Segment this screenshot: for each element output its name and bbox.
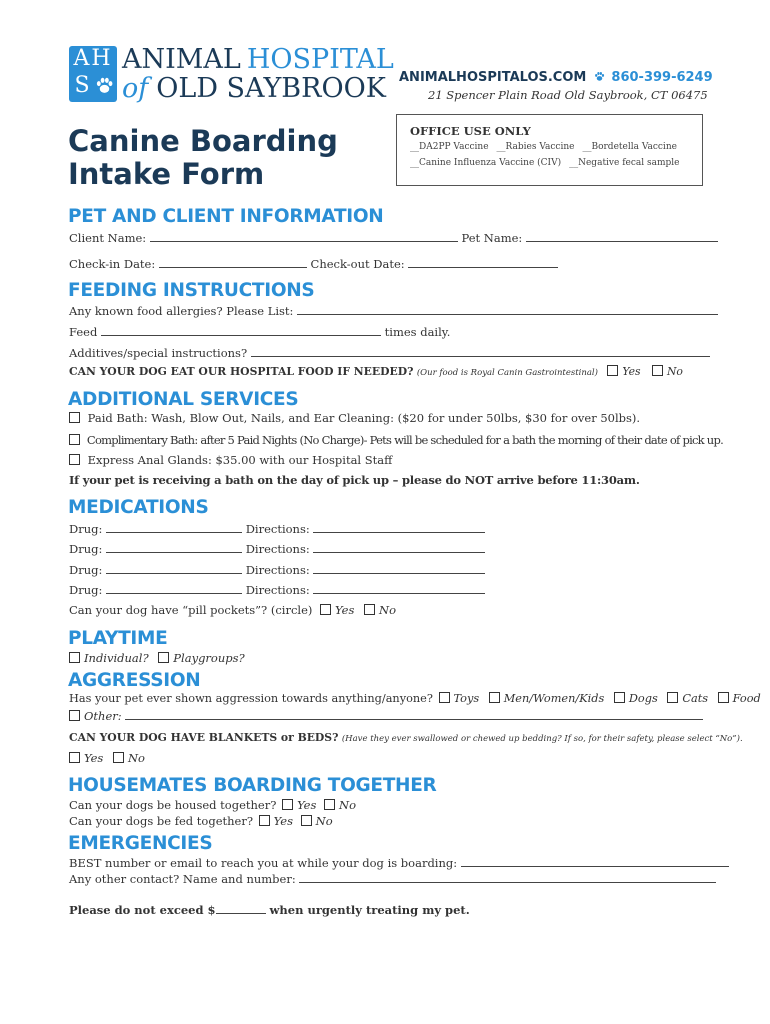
aggression-row: Has your pet ever shown aggression towards anything/anyone? Toys Men/Women/Kids Dogs Cats Food (69, 692, 761, 705)
fed-yes-checkbox[interactable] (259, 815, 270, 826)
comp-bath-checkbox[interactable] (69, 434, 80, 445)
section-playtime: PLAYTIME (68, 628, 168, 649)
cats-checkbox[interactable] (667, 692, 678, 703)
allergies-field[interactable] (297, 303, 718, 315)
pill-pockets-no-checkbox[interactable] (364, 604, 375, 615)
checkin-date-field[interactable] (159, 256, 307, 268)
blankets-options-row: Yes No (69, 751, 145, 765)
aggression-other-row: Other: (69, 708, 703, 723)
hospital-food-row: CAN YOUR DOG EAT OUR HOSPITAL FOOD IF NEEDED? (Our food is Royal Canin Gastrointestinal) Yes No (69, 365, 683, 378)
section-pet-client: PET AND CLIENT INFORMATION (68, 206, 384, 227)
section-feeding: FEEDING INSTRUCTIONS (68, 280, 315, 301)
blankets-no-checkbox[interactable] (113, 752, 124, 763)
medication-row: Drug: Directions: (69, 521, 485, 536)
drug-field[interactable] (106, 562, 242, 574)
form-title-line1: Canine Boarding (68, 124, 338, 158)
office-use-heading: OFFICE USE ONLY (410, 124, 531, 138)
individual-checkbox[interactable] (69, 652, 80, 663)
directions-field[interactable] (313, 562, 485, 574)
office-use-row1: __DA2PP Vaccine __Rabies Vaccine __Bordetella Vaccine (410, 142, 677, 152)
paw-separator-icon (594, 71, 605, 82)
medication-row: Drug: Directions: (69, 582, 485, 597)
drug-field[interactable] (106, 541, 242, 553)
exceed-row: Please do not exceed $ when urgently treating my pet. (69, 903, 470, 917)
logo-mark (69, 46, 117, 102)
allergies-row: Any known food allergies? Please List: (69, 303, 718, 318)
fed-no-checkbox[interactable] (301, 815, 312, 826)
section-housemates: HOUSEMATES BOARDING TOGETHER (68, 775, 437, 796)
additives-field[interactable] (251, 345, 710, 357)
paid-bath-checkbox[interactable] (69, 412, 80, 423)
fed-together-row: Can your dogs be fed together? Yes No (69, 814, 333, 828)
other-contact-field[interactable] (299, 871, 716, 883)
housed-no-checkbox[interactable] (324, 799, 335, 810)
drug-field[interactable] (106, 521, 242, 533)
pet-name-field[interactable] (526, 230, 718, 242)
section-aggression: AGGRESSION (68, 670, 201, 691)
client-pet-row: Client Name: Pet Name: (69, 230, 718, 245)
playtime-row: Individual? Playgroups? (69, 651, 245, 665)
website-link[interactable]: ANIMALHOSPITALOS.COM (399, 70, 587, 85)
people-checkbox[interactable] (489, 692, 500, 703)
directions-field[interactable] (313, 582, 485, 594)
blankets-yes-checkbox[interactable] (69, 752, 80, 763)
directions-field[interactable] (313, 541, 485, 553)
feed-row: Feed times daily. (69, 325, 451, 339)
dogs-checkbox[interactable] (614, 692, 625, 703)
other-contact-row: Any other contact? Name and number: (69, 871, 716, 886)
best-number-row: BEST number or email to reach you at while your dog is boarding: (69, 855, 729, 870)
bath-note: If your pet is receiving a bath on the day of pick up – please do NOT arrive before 11:30am. (69, 473, 640, 487)
section-services: ADDITIONAL SERVICES (68, 389, 299, 410)
paid-bath-row: Paid Bath: Wash, Blow Out, Nails, and Ear Cleaning: ($20 for under 50lbs, $30 for over 50lbs). (69, 411, 640, 425)
anal-glands-row: Express Anal Glands: $35.00 with our Hospital Staff (69, 453, 392, 467)
medication-row: Drug: Directions: (69, 541, 485, 556)
toys-checkbox[interactable] (439, 692, 450, 703)
blankets-row: CAN YOUR DOG HAVE BLANKETS or BEDS? (Have they ever swallowed or chewed up bedding? If so, for their safety, please select “No”). (69, 731, 743, 744)
feed-amount-field[interactable] (101, 324, 381, 336)
comp-bath-row: Complimentary Bath: after 5 Paid Nights (No Charge)- Pets will be scheduled for a bath the morning of their date of pick up. (69, 433, 723, 447)
anal-glands-checkbox[interactable] (69, 454, 80, 465)
office-use-box (396, 114, 703, 186)
hospital-food-no-checkbox[interactable] (652, 365, 663, 376)
logo-text-line1: ANIMAL HOSPITAL (122, 44, 394, 75)
contact-line (399, 70, 713, 85)
housed-yes-checkbox[interactable] (282, 799, 293, 810)
hospital-food-yes-checkbox[interactable] (607, 365, 618, 376)
logo-initials: AH (73, 46, 113, 71)
drug-field[interactable] (106, 582, 242, 594)
dates-row: Check-in Date: Check-out Date: (69, 256, 558, 271)
other-field[interactable] (125, 708, 703, 720)
directions-field[interactable] (313, 521, 485, 533)
best-number-field[interactable] (461, 855, 729, 867)
phone-number: 860-399-6249 (611, 70, 713, 85)
additives-row: Additives/special instructions? (69, 345, 710, 360)
playgroups-checkbox[interactable] (158, 652, 169, 663)
max-amount-field[interactable] (216, 902, 266, 914)
form-title-line2: Intake Form (68, 157, 265, 191)
pill-pockets-yes-checkbox[interactable] (320, 604, 331, 615)
logo-initial-s: S (74, 73, 90, 98)
checkout-date-field[interactable] (408, 256, 558, 268)
food-checkbox[interactable] (718, 692, 729, 703)
housed-together-row: Can your dogs be housed together? Yes No (69, 798, 357, 812)
section-emergencies: EMERGENCIES (68, 833, 213, 854)
paw-icon (95, 76, 114, 95)
other-checkbox[interactable] (69, 710, 80, 721)
address: 21 Spencer Plain Road Old Saybrook, CT 06475 (428, 88, 708, 102)
logo-text-line2: of OLD SAYBROOK (122, 73, 386, 104)
medication-row: Drug: Directions: (69, 562, 485, 577)
office-use-row2: __Canine Influenza Vaccine (CIV) __Negative fecal sample (410, 158, 680, 168)
client-name-field[interactable] (150, 230, 458, 242)
section-medications: MEDICATIONS (68, 497, 209, 518)
pill-pockets-row: Can your dog have “pill pockets”? (circle) Yes No (69, 603, 397, 617)
